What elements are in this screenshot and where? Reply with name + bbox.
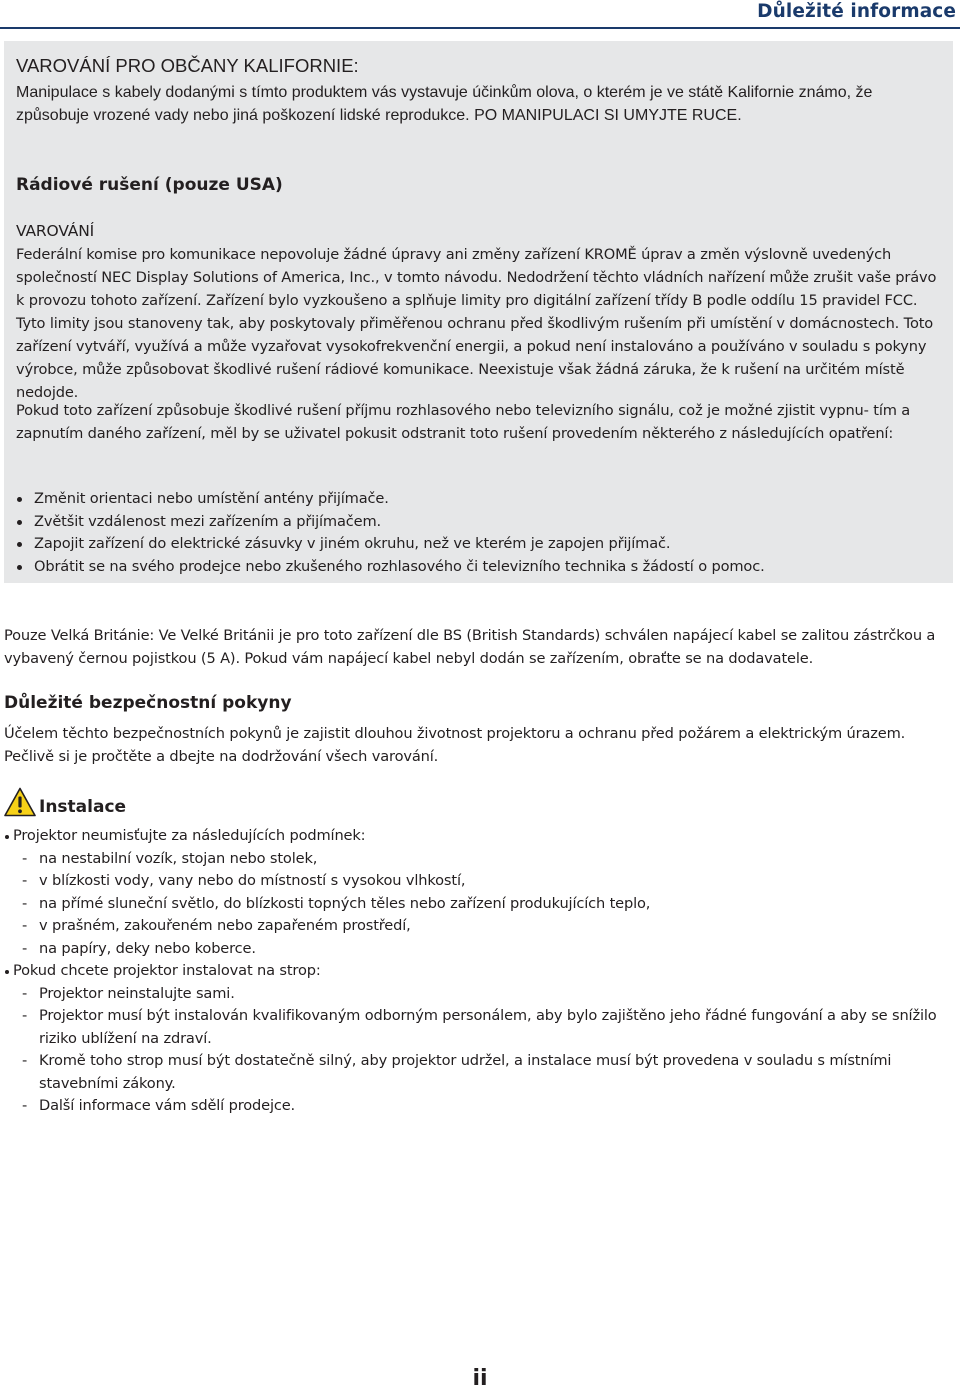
california-warning-body: Manipulace s kabely dodanými s tímto produktem vás vystavuje účinkům olova, o kterém je ve státě Kalifornie známo, že způsobuje vrozené vady nebo jiná poškození lidské reprodukce. PO MANIPULACI SI UMYJTE RUCE. — [16, 84, 873, 124]
installation-list — [4, 825, 954, 1118]
list-item: Pokud chcete projektor instalovat na strop: — [4, 960, 954, 983]
warning-triangle-icon — [4, 787, 36, 817]
california-warning-title: VAROVÁNÍ PRO OBČANY KALIFORNIE: — [16, 55, 359, 76]
fcc-measures-intro: Pokud toto zařízení způsobuje škodlivé rušení příjmu rozhlasového nebo televizního signálu, což je možné zjistit vypnu- tím a zapnutím daného zařízení, měl by se uživatel pokusit odstranit toto rušení provedením některého z následujících opatření: — [16, 402, 911, 442]
list-item: - v blízkosti vody, vany nebo do místností s vysokou vlhkostí, — [4, 870, 954, 893]
fcc-warning-label: VAROVÁNÍ — [16, 222, 95, 240]
list-item: Zvětšit vzdálenost mezi zařízením a přijímačem. — [16, 511, 946, 534]
list-item: - Projektor musí být instalován kvalifikovaným odborným personálem, aby bylo zajištěno jeho řádné fungování a aby se snížilo riziko ublížení na zdraví. — [4, 1005, 954, 1050]
fcc-paragraph: Federální komise pro komunikace nepovoluje žádné úpravy ani změny zařízení KROMĚ úprav a změn výslovně uvedených společností NEC Display Solutions of America, Inc., v tomto návodu. Nedodržení těchto vládních nařízení může zrušit vaše právo k provozu tohoto zařízení. Zařízení bylo vyzkoušeno a splňuje limity pro digitální zařízení třídy B podle oddílu 15 pravidel FCC. Tyto limity jsou stanoveny tak, aby poskytovaly přiměřenou ochranu před škodlivým rušením při umístění v domácnostech. Toto zařízení vytváří, využívá a může vyzařovat vysokofrekvenční energii, a pokud není instalováno a používáno v souladu s pokyny výrobce, může způsobovat škodlivé rušení rádiové komunikace. Neexistuje však žádná záruka, že k rušení na určitém místě nedojde. — [16, 246, 937, 401]
list-item: - na nestabilní vozík, stojan nebo stolek, — [4, 848, 954, 871]
radio-interference-title: Rádiové rušení (pouze USA) — [16, 175, 283, 195]
list-item: - v prašném, zakouřeném nebo zapařeném prostředí, — [4, 915, 954, 938]
list-item: Projektor neumisťujte za následujících podmínek: — [4, 825, 954, 848]
fcc-measures-list — [16, 488, 946, 578]
page-header-title: Důležité informace — [757, 1, 956, 22]
safety-instructions-title: Důležité bezpečnostní pokyny — [4, 693, 292, 713]
header-divider — [0, 27, 960, 29]
list-item: Zapojit zařízení do elektrické zásuvky v jiném okruhu, než ve kterém je zapojen přijímač. — [16, 533, 946, 556]
installation-title: Instalace — [39, 797, 127, 817]
list-item: - Další informace vám sdělí prodejce. — [4, 1095, 954, 1118]
list-item: - Projektor neinstalujte sami. — [4, 983, 954, 1006]
page-number: ii — [472, 1366, 488, 1391]
list-item: Změnit orientaci nebo umístění antény přijímače. — [16, 488, 946, 511]
safety-intro: Účelem těchto bezpečnostních pokynů je zajistit dlouhou životnost projektoru a ochranu před požárem a elektrickým úrazem. Pečlivě si je pročtěte a dbejte na dodržování všech varování. — [4, 725, 906, 765]
uk-note: Pouze Velká Británie: Ve Velké Británii je pro toto zařízení dle BS (British Standards) schválen napájecí kabel se zalitou zástrčkou a vybavený černou pojistkou (5 A). Pokud vám napájecí kabel nebyl dodán se zařízením, obraťte se na dodavatele. — [4, 627, 936, 667]
list-item: - na papíry, deky nebo koberce. — [4, 938, 954, 961]
list-item: - na přímé sluneční světlo, do blízkosti topných těles nebo zařízení produkujících teplo, — [4, 893, 954, 916]
list-item: - Kromě toho strop musí být dostatečně silný, aby projektor udržel, a instalace musí být provedena v souladu s místními stavebními zákony. — [4, 1050, 954, 1095]
list-item: Obrátit se na svého prodejce nebo zkušeného rozhlasového či televizního technika s žádostí o pomoc. — [16, 556, 946, 579]
